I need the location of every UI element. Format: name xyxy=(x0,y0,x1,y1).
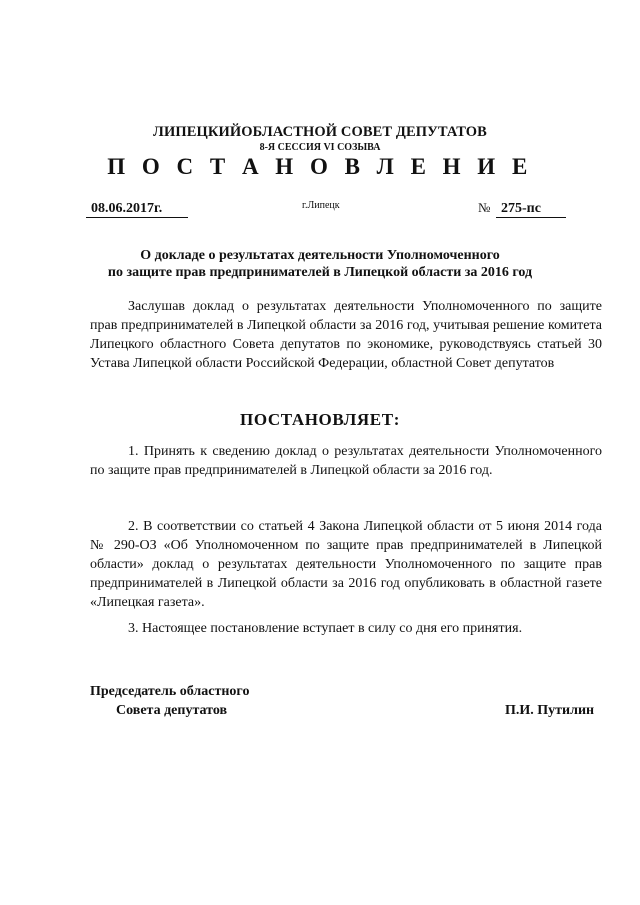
resolution-item-3: 3. Настоящее постановление вступает в силу со дня его принятия. xyxy=(128,621,523,636)
resolution-item-1: 1. Принять к сведению доклад о результатах деятельности Уполномоченного по защите прав предпринимателей в Липецкой области за 2016 год. xyxy=(90,444,602,478)
subject-line-1: О докладе о результатах деятельности Уполномоченного xyxy=(140,248,500,263)
resolution-item-2: 2. В соответствии со статьей 4 Закона Липецкой области от 5 июня 2014 года № 290-ОЗ «Об Уполномоченном по защите прав предпринимателей в Липецкой области» доклад о результатах деятельности Уполномоченного по защите прав предпринимателей в Липецкой области за 2016 год опубликовать в областной газете «Липецкая газета». xyxy=(90,519,602,610)
document-date: 08.06.2017г. xyxy=(91,201,163,216)
document-number: 275-пс xyxy=(501,201,541,216)
organization-name: ЛИПЕЦКИЙОБЛАСТНОЙ СОВЕТ ДЕПУТАТОВ xyxy=(153,124,487,140)
signatory-title-line-2: Совета депутатов xyxy=(116,703,228,718)
resolves-heading: ПОСТАНОВЛЯЕТ: xyxy=(240,410,400,429)
subject-line-2: по защите прав предпринимателей в Липецкой области за 2016 год xyxy=(107,265,533,280)
document-type-title: П О С Т А Н О В Л Е Н И Е xyxy=(107,154,533,179)
number-underline xyxy=(496,217,566,218)
signatory-name: П.И. Путилин xyxy=(505,703,595,718)
document-subject xyxy=(0,247,640,281)
document-city: г.Липецк xyxy=(302,200,340,211)
date-underline xyxy=(86,217,188,218)
session-label: 8-Я СЕССИЯ VI СОЗЫВА xyxy=(259,142,381,153)
number-sign: № xyxy=(478,200,491,215)
signatory-title-line-1: Председатель областного xyxy=(90,684,250,699)
preamble-paragraph: Заслушав доклад о результатах деятельности Уполномоченного по защите прав предпринимателей в Липецкой области за 2016 год, учитывая решение комитета Липецкого областного Совета депутатов по экономике, руководствуясь статьей 30 Устава Липецкой области Российской Федерации, областной Совет депутатов xyxy=(90,299,602,371)
